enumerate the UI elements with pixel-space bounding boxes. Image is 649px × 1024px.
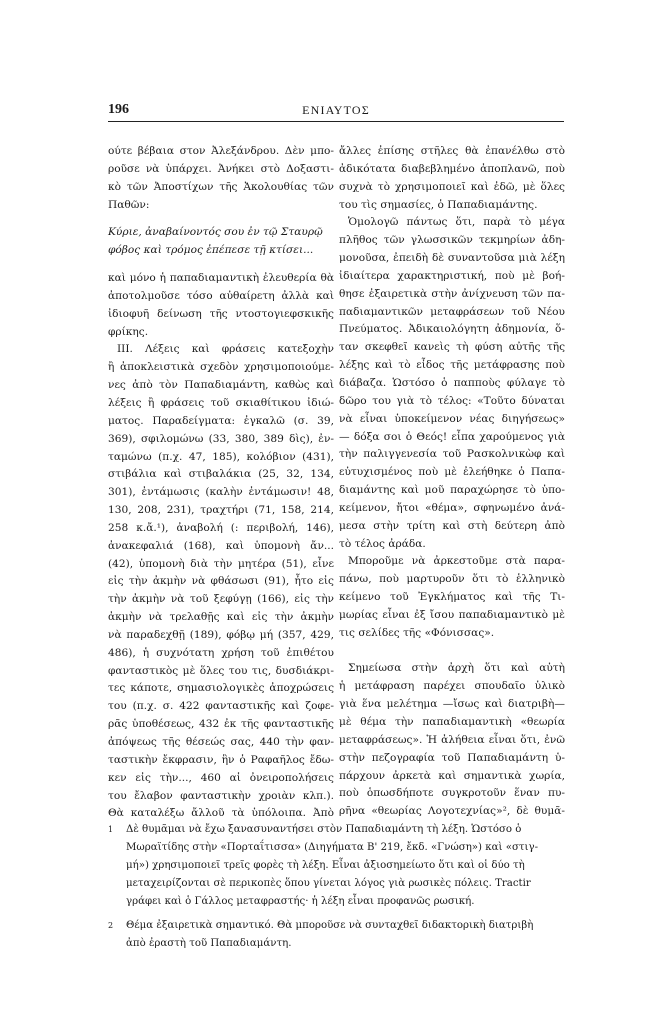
text-line: τὴν παλιγγενεσία τοῦ Ρασκολνικὼφ καὶ	[339, 448, 565, 461]
header-rule	[108, 121, 564, 122]
text-line: Μποροῦμε νὰ ἀρκεστοῦμε στὰ παρα-	[348, 555, 565, 568]
text-line: ἰδιοφυῆ δείνωση τῆς ντοστογιεφσκικῆς	[108, 307, 334, 320]
text-line: 301), ἐντάμωσις (καλὴν ἐντάμωσιν! 48,	[108, 486, 334, 499]
text-line: φρίκης.	[108, 325, 149, 338]
text-line: κείμενο τοῦ Ἐγκλήματος καὶ τῆς Τι-	[339, 591, 565, 604]
footnote-text: Δὲ θυμᾶμαι νὰ ἔχω ξανασυναντήσει στὸν Παπαδιαμάντη τὴ λέξη. Ὡστόσο ὁ	[126, 824, 522, 835]
text-line: ἀνακεφαλιά (168), καὶ ὑπομονὴ ἄν...	[108, 539, 334, 552]
right-column	[339, 143, 565, 821]
text-line: διάβαζα. Ὡστόσο ὁ παπποὺς φύλαγε τὸ	[339, 376, 565, 389]
text-line: ταστικὴν ἔκφρασιν, ἣν ὁ Ραφαῆλος ἔδω-	[108, 753, 334, 766]
text-line: τες κάποτε, σημασιολογικὲς ἀποχρώσεις	[108, 682, 334, 695]
text-line: ούτε βέβαια στον Ἀλεξάνδρου. Δὲν μπο-	[108, 145, 334, 157]
text-line: ματος. Παραδείγματα: ἐγκαλῶ (σ. 39,	[108, 414, 334, 427]
text-line: στὴν πεζογραφία τοῦ Παπαδιαμάντη ὑ-	[339, 751, 565, 764]
text-line: ταν σκεφθεῖ κανεὶς τὴ φύση αὐτῆς τῆς	[339, 341, 565, 354]
text-line: τὸ τέλος ἀράδα.	[339, 537, 426, 550]
text-line: θησε ἐξαιρετικὰ στὴν ἀνίχνευση τῶν πα-	[339, 287, 565, 300]
text-line: ταμώνω (π.χ. 47, 185), κολόβιον (431),	[108, 450, 334, 463]
text-line: ποὺ ὁπωσδήποτε συγκροτοῦν ἕναν πυ-	[339, 787, 565, 800]
text-line: (42), ὑπομονὴ διὰ τὴν μητέρα (51), εἶνε	[108, 557, 334, 570]
text-line: στιβάλια καὶ στιβαλάκια (25, 32, 134,	[108, 468, 334, 481]
footnote-text: Μωραϊτίδης στὴν «Πορταΐτισσα» (Διηγήματα Β' 219, ἔκδ. «Γνώση») καὶ «στιγ-	[126, 842, 539, 853]
text-line: Σημείωσα στὴν ἀρχὴ ὅτι καὶ αὐτὴ	[348, 662, 565, 675]
text-line: πλῆθος τῶν γλωσσικῶν τεκμηρίων ἀδη-	[339, 234, 565, 247]
text-line: ἄλλες ἐπίσης στῆλες θὰ ἐπανέλθω στὸ	[339, 145, 565, 157]
page-number: 196	[108, 102, 129, 117]
footnote-2-line	[108, 917, 564, 935]
running-title: ΕΝΙΑΥΤΟΣ	[302, 103, 370, 117]
text-line: ἀδικότατα διαβεβλημένο ἀποπλανῶ, ποὺ	[339, 162, 565, 175]
text-line: του (π.χ. σ. 422 φανταστικῆς καὶ ζοφε-	[108, 700, 334, 713]
text-line: καὶ μόνο ἡ παπαδιαμαντικὴ ἐλευθερία θὰ	[108, 272, 334, 285]
text-line: φανταστικὸς μὲ ὅλες του τις, δυσδιάκρι-	[108, 664, 334, 677]
text-line: κεν εἰς τὴν..., 460 αἱ ὀνειροπολήσεις	[108, 771, 334, 784]
text-line: του ἔλαβον φανταστικὴν χροιὰν κλπ.).	[108, 789, 334, 802]
text-line: διαμάντης καὶ μοῦ παραχώρησε τὸ ὑπο-	[339, 484, 565, 497]
text-line: Ὁμολογῶ πάντως ὅτι, παρὰ τὸ μέγα	[348, 216, 565, 229]
text-line: ρᾶς ὑποθέσεως, 432 ἐκ τῆς φανταστικῆς	[108, 718, 334, 731]
text-line: μωρίας εἶναι ἐξ ἴσου παπαδιαμαντικὸ μὲ	[339, 608, 565, 621]
text-line: συχνὰ τὸ χρησιμοποιεῖ καὶ ἐδῶ, μὲ ὅλες	[339, 180, 565, 193]
text-line: εἰς τὴν ἀκμὴν νὰ φθάσωσι (91), ἦτο εἰς	[108, 575, 334, 588]
text-line: δῶρο του γιὰ τὸ τέλος: «Τοῦτο δύναται	[339, 394, 565, 407]
footnote-text: Θέμα ἐξαιρετικὰ σημαντικό. Θὰ μποροῦσε νὰ συνταχθεῖ διδακτορικὴ διατριβὴ	[126, 920, 534, 931]
text-line: λέξης καὶ τὸ εἶδος τῆς μετάφρασης ποὺ	[339, 359, 565, 372]
footnote-text: γράφει καὶ ὁ Γάλλος μεταφραστής· ἡ λέξη εἶναι προφανῶς ρωσική.	[126, 896, 475, 907]
text-line: πάρχουν ἀρκετὰ καὶ σημαντικὰ χωρία,	[339, 769, 565, 782]
footnote-2-mark: 2	[108, 921, 114, 930]
text-line: τὴν ἀκμὴν νὰ τοῦ ξεφύγῃ (166), εἰς τὴν	[108, 593, 334, 606]
text-line: ἀκμὴν νὰ τρελαθῇς καὶ εἰς τὴν ἀκμὴν	[108, 611, 334, 624]
footnote-text: μή») χρησιμοποιεῖ τρεῖς φορὲς τὴ λέξη. Εἶναι ἀξιοσημείωτο ὅτι καὶ οἱ δύο τὴ	[126, 860, 525, 871]
text-line: ρῆνα «θεωρίας Λογοτεχνίας»², δὲ θυμᾶ-	[339, 805, 565, 818]
text-line: ἢ ἀποκλειστικὰ σχεδὸν χρησιμοποιούμε-	[108, 361, 334, 374]
text-line: ἰδιαίτερα χαρακτηριστική, ποὺ μὲ βοή-	[339, 269, 565, 282]
spacer	[108, 214, 334, 224]
text-line: ἀποτολμοῦσε τόσο αὐθαίρετη ἀλλὰ καὶ	[108, 289, 334, 302]
footnote-text: ἀπὸ ἐραστὴ τοῦ Παπαδιαμάντη.	[126, 938, 292, 949]
quote-line: φόβος καὶ τρόμος ἐπέπεσε τῇ κτίσει...	[108, 244, 314, 257]
footnotes	[108, 821, 564, 953]
text-line: ροῦσε νὰ ὑπάρχει. Ἀνήκει στὸ Δοξαστι-	[108, 162, 334, 175]
text-line: 486), ἡ συχνότατη χρήση τοῦ ἐπιθέτου	[108, 646, 334, 659]
text-line: μὲ θέμα τὴν παπαδιαμαντικὴ «θεωρία	[339, 716, 565, 728]
page-header	[108, 102, 564, 122]
section-gap	[339, 643, 565, 661]
text-line: του τὶς σημασίες, ὁ Παπαδιαμάντης.	[339, 198, 538, 211]
text-line: III. Λέξεις καὶ φράσεις κατεξοχὴν	[117, 343, 334, 356]
text-line: μεσα στὴν τρίτη καὶ στὴ δεύτερη ἀπὸ	[339, 519, 565, 532]
text-line: νὰ παραδεχθῇ (189), φόβῳ μή (357, 429,	[108, 628, 334, 641]
footnote-1-mark: 1	[108, 825, 114, 834]
footnote-1-line	[108, 821, 564, 839]
left-column	[108, 143, 334, 823]
text-line: ἡ μετάφραση παρέχει σπουδαῖο ὑλικὸ	[339, 680, 565, 693]
text-line: μονοῦσα, ἐπειδὴ δὲ συναντοῦσα μιὰ λέξη	[339, 252, 565, 265]
footnote-text: μεταχειρίζονται σὲ περικοπὲς ὅπου γίνεται λόγος γιὰ ρωσικὲς πόλεις. Tractir	[126, 878, 531, 889]
text-line: νες ἀπὸ τὸν Παπαδιαμάντη, καθὼς καὶ	[108, 379, 334, 392]
spacer	[108, 260, 334, 270]
text-line: Παθῶν:	[108, 198, 150, 211]
text-line: εὐτυχισμένος ποὺ μὲ ἐλεήθηκε ὁ Παπα-	[339, 466, 565, 479]
text-line: γιὰ ἕνα μελέτημα —ἴσως καὶ διατριβὴ—	[339, 698, 565, 711]
text-line: νὰ εἶναι ὑποκείμενον νέας διηγήσεως»	[339, 412, 565, 425]
text-line: πάνω, ποὺ μαρτυροῦν ὅτι τὸ ἑλληνικὸ	[339, 573, 565, 586]
text-line: Θὰ καταλέξω ἄλλοῦ τὰ ὑπόλοιπα. Ἀπὸ	[108, 807, 334, 820]
text-line: — δόξα σοι ὁ Θεός! εἶπα χαρούμενος γιὰ	[339, 430, 565, 443]
text-line: κείμενον, ἤτοι «θέμα», σφηνωμένο ἀνά-	[339, 501, 565, 514]
text-line: ἀπόψεως τῆς θέσεώς σας, 440 τὴν φαν-	[108, 736, 334, 748]
text-line: 369), σφιλομώνω (33, 380, 389 δὶς), ἐν-	[108, 432, 334, 445]
text-line: Πνεύματος. Ἀδικαιολόγητη ἀδημονία, ὅ-	[339, 323, 565, 336]
text-line: τις σελίδες τῆς «Φόνισσας».	[339, 626, 495, 639]
text-line: κὸ τῶν Ἀποστίχων τῆς Ἀκολουθίας τῶν	[108, 180, 334, 193]
text-line: λέξεις ἢ φράσεις τοῦ σκιαθίτικου ἰδιώ-	[108, 396, 334, 409]
quote-line: Κύριε, ἀναβαίνοντός σου ἐν τῷ Σταυρῷ	[108, 226, 323, 239]
text-line: 258 κ.ἄ.¹), ἀναβολή (: περιβολή, 146),	[108, 521, 334, 534]
text-line: 130, 208, 231), τραχτήρι (71, 158, 214,	[108, 504, 334, 517]
text-line: παδιαμαντικῶν μεταφράσεων τοῦ Νέου	[339, 305, 565, 318]
text-line: μεταφράσεως». Ἡ ἀλήθεια εἶναι ὅτι, ἐνῶ	[339, 733, 565, 746]
